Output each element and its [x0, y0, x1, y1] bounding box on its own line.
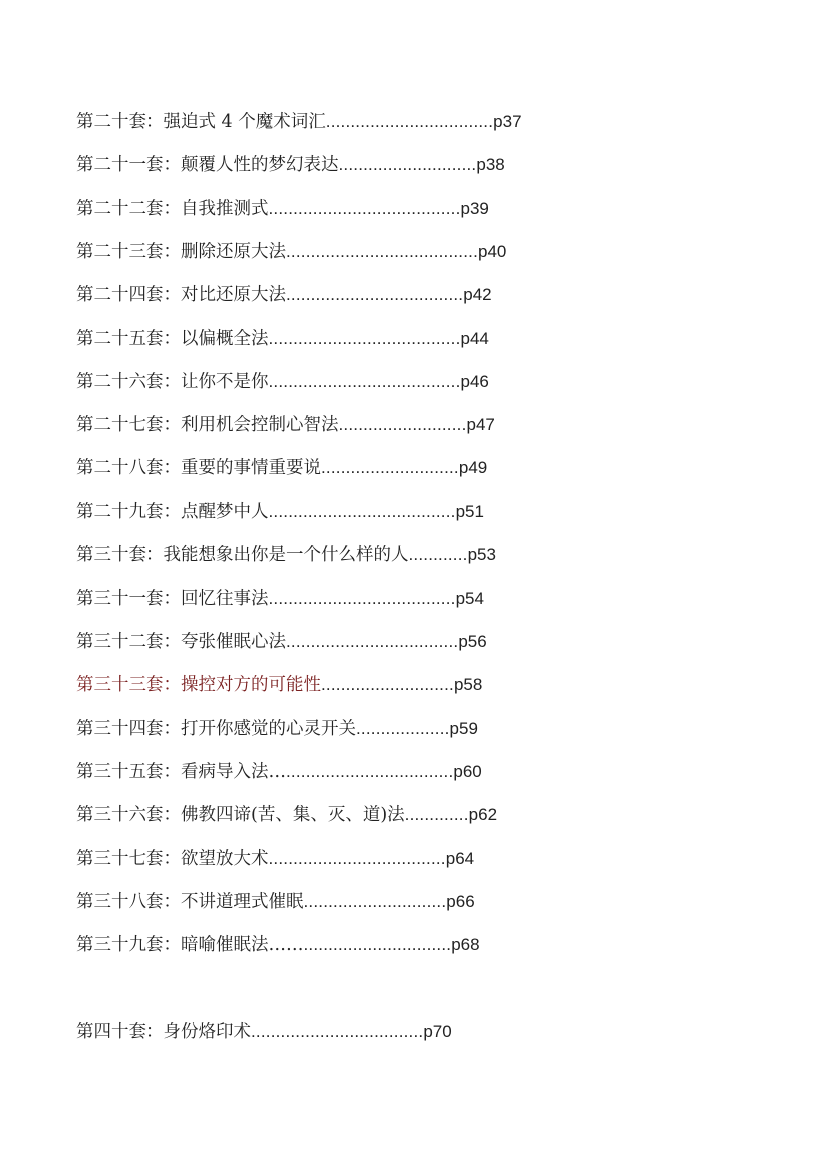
- toc-entry: [76, 499, 484, 525]
- toc-entry: [76, 239, 506, 265]
- toc-entry-leader: ...................................: [251, 1022, 424, 1041]
- toc-entry-leader: ..................................: [286, 762, 454, 781]
- toc-entry: [76, 932, 480, 958]
- toc-entry-page: p68: [451, 935, 480, 954]
- toc-entry-page: p42: [463, 285, 492, 304]
- toc-entry-leader: ...................: [356, 719, 450, 738]
- toc-entry: [76, 326, 489, 352]
- toc-entry: [76, 412, 495, 438]
- toc-entry-leader: .......................................: [268, 329, 461, 348]
- toc-entry: [76, 802, 497, 828]
- toc-entry-title: 第二十套：强迫式 4 个魔术词汇: [76, 112, 326, 132]
- toc-entry-page: p59: [449, 719, 478, 738]
- toc-entry-title: 第三十三套：操控对方的可能性: [76, 675, 321, 695]
- toc-entry-page: p40: [478, 242, 507, 261]
- toc-entry-page: p37: [493, 112, 522, 131]
- toc-entry-title: 第三十套：我能想象出你是一个什么样的人: [76, 545, 409, 565]
- toc-entry-title: 第二十二套：自我推测式: [76, 199, 269, 219]
- toc-entry-leader: .............................: [303, 892, 447, 911]
- toc-entry: [76, 629, 487, 655]
- toc-entry-page: p66: [446, 892, 475, 911]
- toc-entry: [76, 455, 487, 481]
- toc-entry: [76, 196, 489, 222]
- toc-entry-leader: ......................................: [268, 589, 456, 608]
- toc-entry-title: 第三十七套：欲望放大术: [76, 849, 269, 869]
- toc-entry: [76, 542, 496, 568]
- toc-entry: [76, 672, 482, 698]
- toc-entry-page: p54: [455, 589, 484, 608]
- toc-entry: [76, 586, 484, 612]
- toc-entry: [76, 109, 522, 135]
- toc-entry-page: p58: [453, 675, 483, 694]
- toc-entry-title: 第二十八套：重要的事情重要说: [76, 458, 321, 478]
- toc-entry-title: 第三十二套：夸张催眠心法: [76, 632, 286, 652]
- toc-entry-page: p44: [460, 329, 489, 348]
- toc-entry-page: p39: [460, 199, 489, 218]
- toc-entry-title: 第三十九套：暗喻催眠法……: [76, 935, 304, 955]
- toc-entry-title: 第二十七套：利用机会控制心智法: [76, 415, 339, 435]
- toc-entry: [76, 369, 489, 395]
- toc-entry-page: p38: [476, 155, 505, 174]
- toc-entry-title: 第二十六套：让你不是你: [76, 372, 269, 392]
- toc-entry-leader: ..............................: [303, 935, 452, 954]
- toc-entry-page: p47: [466, 415, 495, 434]
- toc-entry-leader: ......................................: [268, 502, 456, 521]
- toc-entry-title: 第二十五套：以偏概全法: [76, 329, 269, 349]
- toc-entry-title: 第三十六套：佛教四谛(苦、集、灭、道)法: [76, 805, 405, 825]
- toc-entry-leader: ...................................: [286, 632, 459, 651]
- toc-entry-page: p49: [458, 458, 488, 477]
- toc-entry-page: p53: [467, 545, 496, 564]
- toc-entry-title: 第三十五套：看病导入法…: [76, 762, 286, 782]
- toc-entry: [76, 1019, 452, 1045]
- toc-entry-page: p70: [423, 1022, 452, 1041]
- toc-entry-page: p60: [453, 762, 482, 781]
- toc-entry-leader: ............: [408, 545, 468, 564]
- toc-entry-page: p62: [468, 805, 498, 824]
- toc-entry-page: p64: [445, 849, 475, 868]
- toc-entry-title: 第二十四套：对比还原大法: [76, 285, 286, 305]
- toc-entry-leader: ....................................: [286, 285, 464, 304]
- toc-entry: [76, 716, 478, 742]
- toc-entry-title: 第四十套：身份烙印术: [76, 1022, 251, 1042]
- toc-entry-page: p46: [460, 372, 489, 391]
- toc-entry-leader: .............: [404, 805, 469, 824]
- toc-entry-title: 第三十八套：不讲道理式催眠: [76, 892, 304, 912]
- toc-entry-leader: ...........................: [321, 675, 454, 694]
- toc-entry-leader: .......................................: [268, 199, 461, 218]
- toc-entry-title: 第二十九套：点醒梦中人: [76, 502, 269, 522]
- toc-entry-title: 第三十一套：回忆往事法: [76, 589, 269, 609]
- toc-entry: [76, 889, 475, 915]
- toc-entry: [76, 759, 482, 785]
- toc-entry-title: 第二十三套：删除还原大法: [76, 242, 286, 262]
- toc-entry: [76, 282, 492, 308]
- toc-entry-leader: .......................................: [286, 242, 479, 261]
- toc-entry-leader: ....................................: [268, 849, 446, 868]
- toc-entry-leader: .......................................: [268, 372, 461, 391]
- toc-entry-title: 第二十一套：颠覆人性的梦幻表达: [76, 155, 339, 175]
- toc-entry-leader: ..................................: [325, 112, 494, 131]
- toc-entry-title: 第三十四套：打开你感觉的心灵开关: [76, 719, 356, 739]
- toc-entry-leader: ..........................: [338, 415, 467, 434]
- toc-entry-leader: ............................: [321, 458, 459, 477]
- toc-entry: [76, 846, 474, 872]
- toc-entry-leader: ............................: [338, 155, 477, 174]
- toc-entry-page: p56: [458, 632, 487, 651]
- toc-entry: [76, 152, 505, 178]
- toc-entry-page: p51: [455, 502, 484, 521]
